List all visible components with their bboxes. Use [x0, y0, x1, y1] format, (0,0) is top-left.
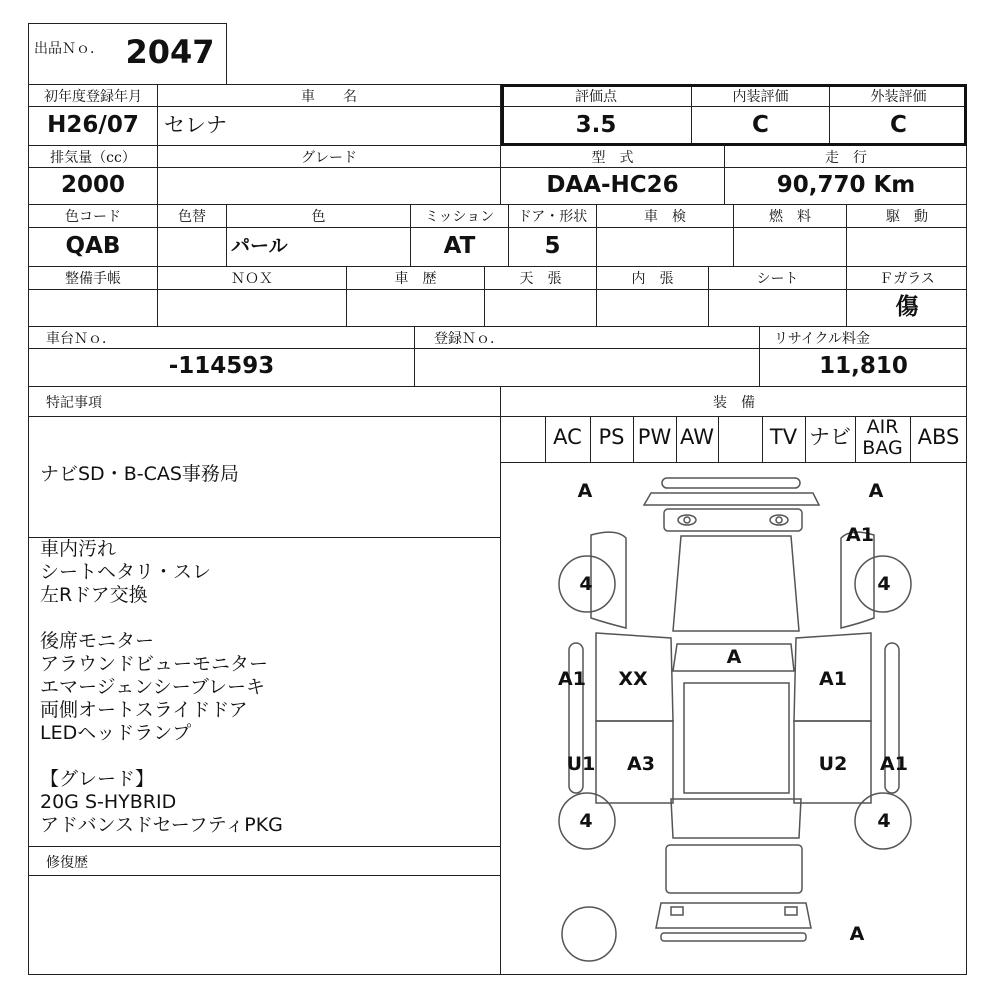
- notes-line: 両側オートスライドドア: [40, 699, 248, 721]
- rule: [28, 416, 967, 417]
- reg-no-label: 登録Ｎｏ．: [434, 331, 504, 347]
- interior-trim-label: 内 張: [631, 271, 674, 287]
- mileage-label: 走 行: [825, 150, 867, 166]
- mark-right-side: A1: [819, 668, 847, 690]
- tire-front-left: 4: [579, 573, 593, 595]
- tire-front-right: 4: [877, 573, 891, 595]
- rule: [718, 416, 719, 462]
- mission-value: AT: [443, 233, 476, 259]
- notes-line: 車内汚れ: [40, 538, 117, 560]
- notes-line: 左Rドア交換: [40, 584, 148, 606]
- first-reg-value: H26/07: [47, 112, 139, 138]
- doors-label: ドア・形状: [517, 209, 588, 225]
- mark-left-lower: U1: [566, 753, 596, 775]
- rule: [28, 875, 501, 876]
- rule: [28, 386, 967, 387]
- rule: [414, 326, 415, 386]
- car-name-value: セレナ: [164, 113, 227, 137]
- mark-front-right: A: [868, 480, 884, 502]
- grade-label: グレード: [301, 150, 357, 166]
- f-glass-label: Ｆガラス: [879, 271, 935, 287]
- score-value: 3.5: [575, 112, 617, 138]
- equipment-item: TV: [769, 425, 798, 449]
- tire-rear-right: 4: [877, 810, 891, 832]
- interior-value: C: [752, 112, 769, 138]
- repair-label: 修復歴: [46, 855, 88, 871]
- notes-line: [40, 745, 283, 768]
- fuel-label: 燃 料: [769, 209, 811, 225]
- equipment-item: PW: [637, 425, 672, 449]
- maintenance-label: 整備手帳: [65, 271, 121, 287]
- equipment-item: ナビ: [809, 425, 851, 449]
- mission-label: ミッション: [424, 209, 495, 225]
- mark-roof: A: [726, 646, 742, 668]
- first-reg-label: 初年度登録年月: [44, 89, 142, 105]
- car-diagram: [501, 463, 967, 975]
- notes-line: シートヘタリ・スレ: [40, 561, 212, 583]
- score-label: 評価点: [575, 89, 617, 105]
- rule: [28, 167, 967, 168]
- notes-block-2: [40, 538, 283, 837]
- notes-line: 後席モニター: [40, 630, 155, 652]
- equipment-item: AC: [553, 425, 582, 449]
- notes-line: アドバンスドセーフティPKG: [40, 814, 283, 836]
- doors-value: 5: [544, 233, 561, 259]
- mark-right-lower: U2: [818, 753, 848, 775]
- color-code-label: 色コード: [65, 209, 121, 225]
- lot-label: 出品Ｎｏ．: [34, 41, 104, 57]
- notes-label: 特記事項: [46, 395, 102, 411]
- displacement-value: 2000: [60, 172, 125, 198]
- exterior-value: C: [890, 112, 907, 138]
- inspection-label: 車 検: [644, 209, 686, 225]
- model-label: 型 式: [591, 150, 634, 166]
- color-code-value: QAB: [65, 233, 121, 259]
- nox-label: ＮＯＸ: [231, 271, 273, 287]
- mark-left-side-2: XX: [618, 668, 648, 690]
- notes-line: LEDヘッドランプ: [40, 722, 192, 744]
- mark-left-lower-2: A3: [627, 753, 655, 775]
- mark-left-side: A1: [558, 668, 586, 690]
- notes-line: エマージェンシーブレーキ: [40, 676, 266, 698]
- mark-rear-right: A: [849, 923, 865, 945]
- mileage-value: 90,770 Km: [776, 172, 916, 198]
- recycle-value: 11,810: [819, 353, 908, 379]
- rule: [28, 326, 967, 327]
- equipment-item: AW: [680, 425, 714, 449]
- rule: [28, 289, 967, 290]
- notes-block-1: ナビSD・B-CAS事務局: [40, 463, 239, 485]
- notes-line: 【グレード】: [40, 768, 155, 790]
- interior-label: 内装評価: [732, 89, 789, 105]
- mark-front-left: A: [577, 480, 593, 502]
- displacement-label: 排気量（cc）: [50, 150, 136, 166]
- ceiling-label: 天 張: [519, 271, 562, 287]
- car-name-label: 車 名: [301, 89, 357, 105]
- equipment-label: 装 備: [713, 395, 755, 411]
- seat-label: シート: [756, 271, 799, 287]
- mark-right-front: A1: [846, 524, 874, 546]
- color-value: パール: [231, 235, 288, 257]
- equipment-item: PS: [598, 425, 625, 449]
- color-change-label: 色替: [178, 209, 206, 225]
- tire-rear-left: 4: [579, 810, 593, 832]
- rule: [28, 227, 967, 228]
- color-label: 色: [311, 209, 326, 225]
- recycle-label: リサイクル料金: [774, 331, 871, 347]
- notes-line: アラウンドビューモニター: [40, 653, 269, 675]
- rule: [28, 204, 967, 205]
- rule: [28, 266, 967, 267]
- lot-number: 2047: [125, 33, 215, 71]
- notes-line: 20G S-HYBRID: [40, 791, 177, 813]
- drive-label: 駆 動: [886, 209, 928, 225]
- chassis-label: 車台Ｎｏ．: [46, 331, 116, 347]
- exterior-label: 外装評価: [870, 89, 927, 105]
- equipment-item: AIR BAG: [862, 416, 903, 459]
- rule: [28, 846, 501, 847]
- chassis-value: -114593: [168, 353, 275, 379]
- history-label: 車 歴: [394, 271, 437, 287]
- rule: [28, 348, 967, 349]
- notes-line: [40, 607, 283, 630]
- model-value: DAA-HC26: [546, 172, 679, 198]
- equipment-item: ABS: [917, 425, 960, 449]
- f-glass-value: 傷: [895, 293, 919, 320]
- mark-right-lower-2: A1: [880, 753, 908, 775]
